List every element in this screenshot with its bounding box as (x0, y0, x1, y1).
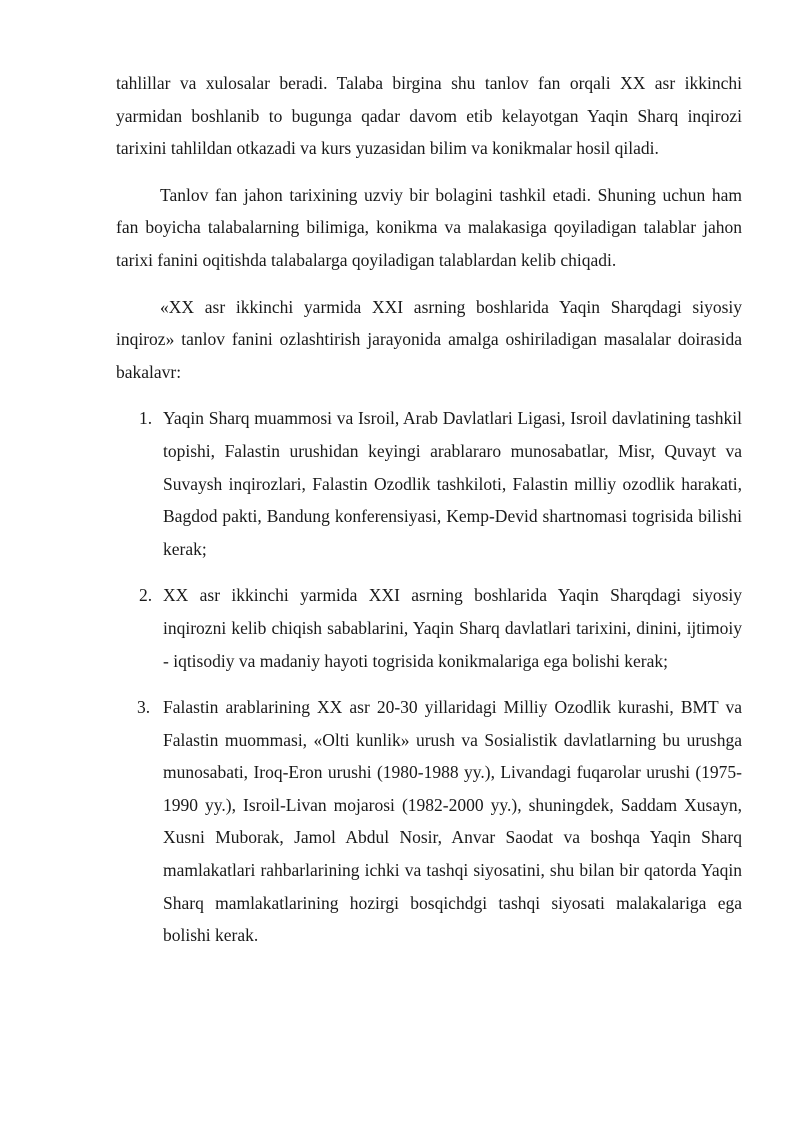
requirements-list (116, 402, 742, 952)
list-item (116, 691, 742, 952)
list-item-number: 2. (139, 585, 153, 606)
list-item (116, 402, 742, 565)
list-item-number: 1. (139, 408, 153, 429)
paragraph-bachelor-intro: «XX asr ikkinchi yarmida XXI asrning boshlarida Yaqin Sharqdagi siyosiy inqiroz» tanlov fanini ozlashtirish jarayonida amalga oshiriladigan masalalar doirasida bakalavr: (116, 296, 742, 382)
list-item-text: XX asr ikkinchi yarmida XXI asrning boshlarida Yaqin Sharqdagi siyosiy inqirozni kelib chiqish sabablarini, Yaqin Sharq davlatlari tarixini, dinini, ijtimoiy - iqtisodiy va madaniy hayoti togrisida konikmalariga ega bolishi kerak; (163, 585, 742, 671)
list-item-text: Falastin arablarining XX asr 20-30 yillaridagi Milliy Ozodlik kurashi, BMT va Falastin muommasi, «Olti kunlik» urush va Sosialistik davlatlarning bu urushga munosabati, Iroq-Eron urushi (1980-1988 yy.), Livandagi fuqarolar urushi (1975-1990 yy.), Isroil-Livan mojarosi (1982-2000 yy.), shuningdek, Saddam Xusayn, Xusni Muborak, Jamol Abdul Nosir, Anvar Saodat va boshqa Yaqin Sharq mamlakatlari rahbarlarining ichki va tashqi siyosatini, shu bilan bir qatorda Yaqin Sharq mamlakatlarining hozirgi bosqichdgi tashqi siyosati malakalariga ega bolishi kerak. (163, 697, 742, 946)
list-item (116, 579, 742, 677)
list-item-number: 3. (137, 697, 151, 718)
paragraph-course-role: Tanlov fan jahon tarixining uzviy bir bolagini tashkil etadi. Shuning uchun ham fan boyicha talabalarning bilimiga, konikma va malakasiga qoyiladigan talablar jahon tarixi fanini oqitishda talabalarga qoyiladigan talablardan kelib chiqadi. (116, 184, 742, 270)
list-item-text: Yaqin Sharq muammosi va Isroil, Arab Davlatlari Ligasi, Isroil davlatining tashkil topishi, Falastin urushidan keyingi arablararo munosabatlar, Misr, Quvayt va Suvaysh inqirozlari, Falastin Ozodlik tashkiloti, Falastin milliy ozodlik harakati, Bagdod pakti, Bandung konferensiyasi, Kemp-Devid shartnomasi togrisida bilishi kerak; (163, 408, 742, 559)
paragraph-continuation: tahlillar va xulosalar beradi. Talaba birgina shu tanlov fan orqali XX asr ikkinchi yarmidan boshlanib to bugunga qadar davom etib kelayotgan Yaqin Sharq inqirozi tarixini tahlildan otkazadi va kurs yuzasidan bilim va konikmalar hosil qiladi. (116, 73, 742, 159)
